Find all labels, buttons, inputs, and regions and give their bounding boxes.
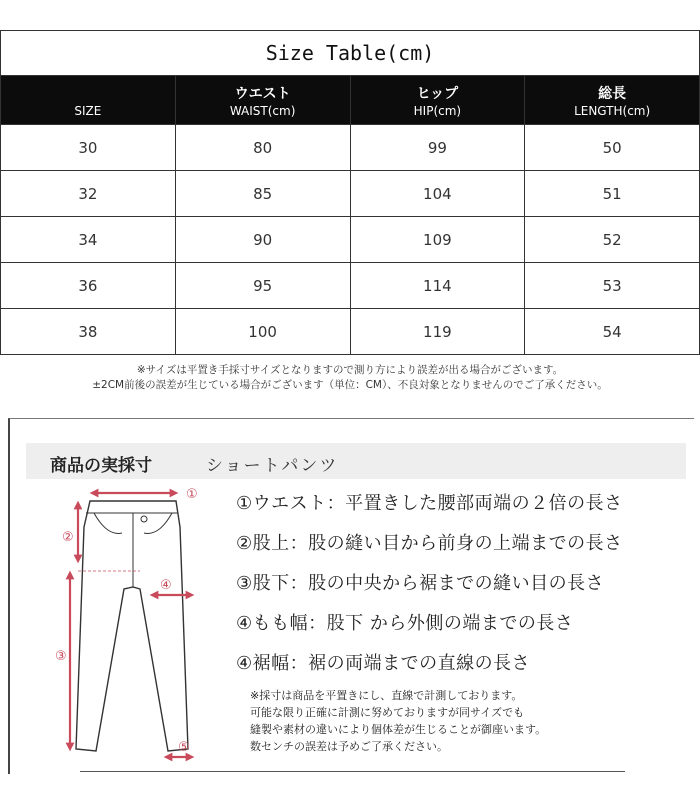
column-header-length: 総長 LENGTH(cm) xyxy=(525,76,700,125)
size-note: ※サイズは平置き手採寸サイズとなりますので測り方により誤差が出る場合がございます。 xyxy=(136,364,564,376)
description-thigh: ④もも幅：股下 から外側の端までの長さ xyxy=(236,613,574,634)
marker-4: ④ xyxy=(160,578,172,593)
cell-size: 38 xyxy=(1,309,176,355)
marker-3: ③ xyxy=(55,649,67,664)
panel-title: 商品の実採寸 xyxy=(50,456,152,476)
column-header-waist: ウエスト WAIST(cm) xyxy=(175,76,350,125)
measurement-panel xyxy=(8,418,694,774)
cell-hip: 119 xyxy=(350,309,525,355)
fine-print xyxy=(250,687,670,755)
fine-print-line: 可能な限り正確に計測に努めておりますが同サイズでも xyxy=(250,706,525,719)
divider xyxy=(80,771,625,772)
tolerance-note: ±2CM前後の誤差が生じている場合がございます（単位：CM）、不良対象となりませんのでご了承ください。 xyxy=(92,379,608,391)
table-row xyxy=(1,125,700,171)
cell-waist: 95 xyxy=(175,263,350,309)
description-rise: ②股上：股の縫い目から前身の上端までの長さ xyxy=(236,533,623,554)
marker-5: ⑤ xyxy=(178,740,190,755)
size-table xyxy=(0,30,700,355)
column-header-hip: ヒップ HIP(cm) xyxy=(350,76,525,125)
cell-length: 51 xyxy=(525,171,700,217)
cell-waist: 80 xyxy=(175,125,350,171)
measurement-descriptions xyxy=(236,489,686,689)
cell-hip: 109 xyxy=(350,217,525,263)
panel-subtitle: ショートパンツ xyxy=(206,456,339,476)
pants-diagram-illustration xyxy=(48,479,208,769)
cell-size: 36 xyxy=(1,263,176,309)
cell-hip: 99 xyxy=(350,125,525,171)
table-row xyxy=(1,217,700,263)
fine-print-line: 縫製や素材の違いにより個体差が生じることが御座います。 xyxy=(250,723,547,736)
fine-print-line: 数センチの誤差は予めご了承ください。 xyxy=(250,740,448,753)
cell-length: 52 xyxy=(525,217,700,263)
column-header-size: SIZE xyxy=(1,76,176,125)
table-title: Size Table(cm) xyxy=(1,31,700,76)
description-inseam: ③股下：股の中央から裾までの縫い目の長さ xyxy=(236,573,605,594)
cell-waist: 100 xyxy=(175,309,350,355)
cell-length: 50 xyxy=(525,125,700,171)
marker-2: ② xyxy=(62,530,74,545)
cell-waist: 90 xyxy=(175,217,350,263)
cell-hip: 114 xyxy=(350,263,525,309)
cell-length: 54 xyxy=(525,309,700,355)
cell-length: 53 xyxy=(525,263,700,309)
marker-1: ① xyxy=(186,487,198,502)
description-hem: ④裾幅：裾の両端までの直線の長さ xyxy=(236,653,531,674)
table-row xyxy=(1,263,700,309)
panel-header xyxy=(26,443,686,479)
description-waist: ①ウエスト：平置きした腰部両端の２倍の長さ xyxy=(236,493,623,514)
cell-size: 34 xyxy=(1,217,176,263)
cell-waist: 85 xyxy=(175,171,350,217)
pants-outline xyxy=(76,501,188,751)
table-row xyxy=(1,171,700,217)
table-header-row xyxy=(1,76,700,125)
table-row xyxy=(1,309,700,355)
fine-print-line: ※採寸は商品を平置きにし、直線で計測しております。 xyxy=(250,689,523,702)
cell-size: 30 xyxy=(1,125,176,171)
cell-hip: 104 xyxy=(350,171,525,217)
cell-size: 32 xyxy=(1,171,176,217)
